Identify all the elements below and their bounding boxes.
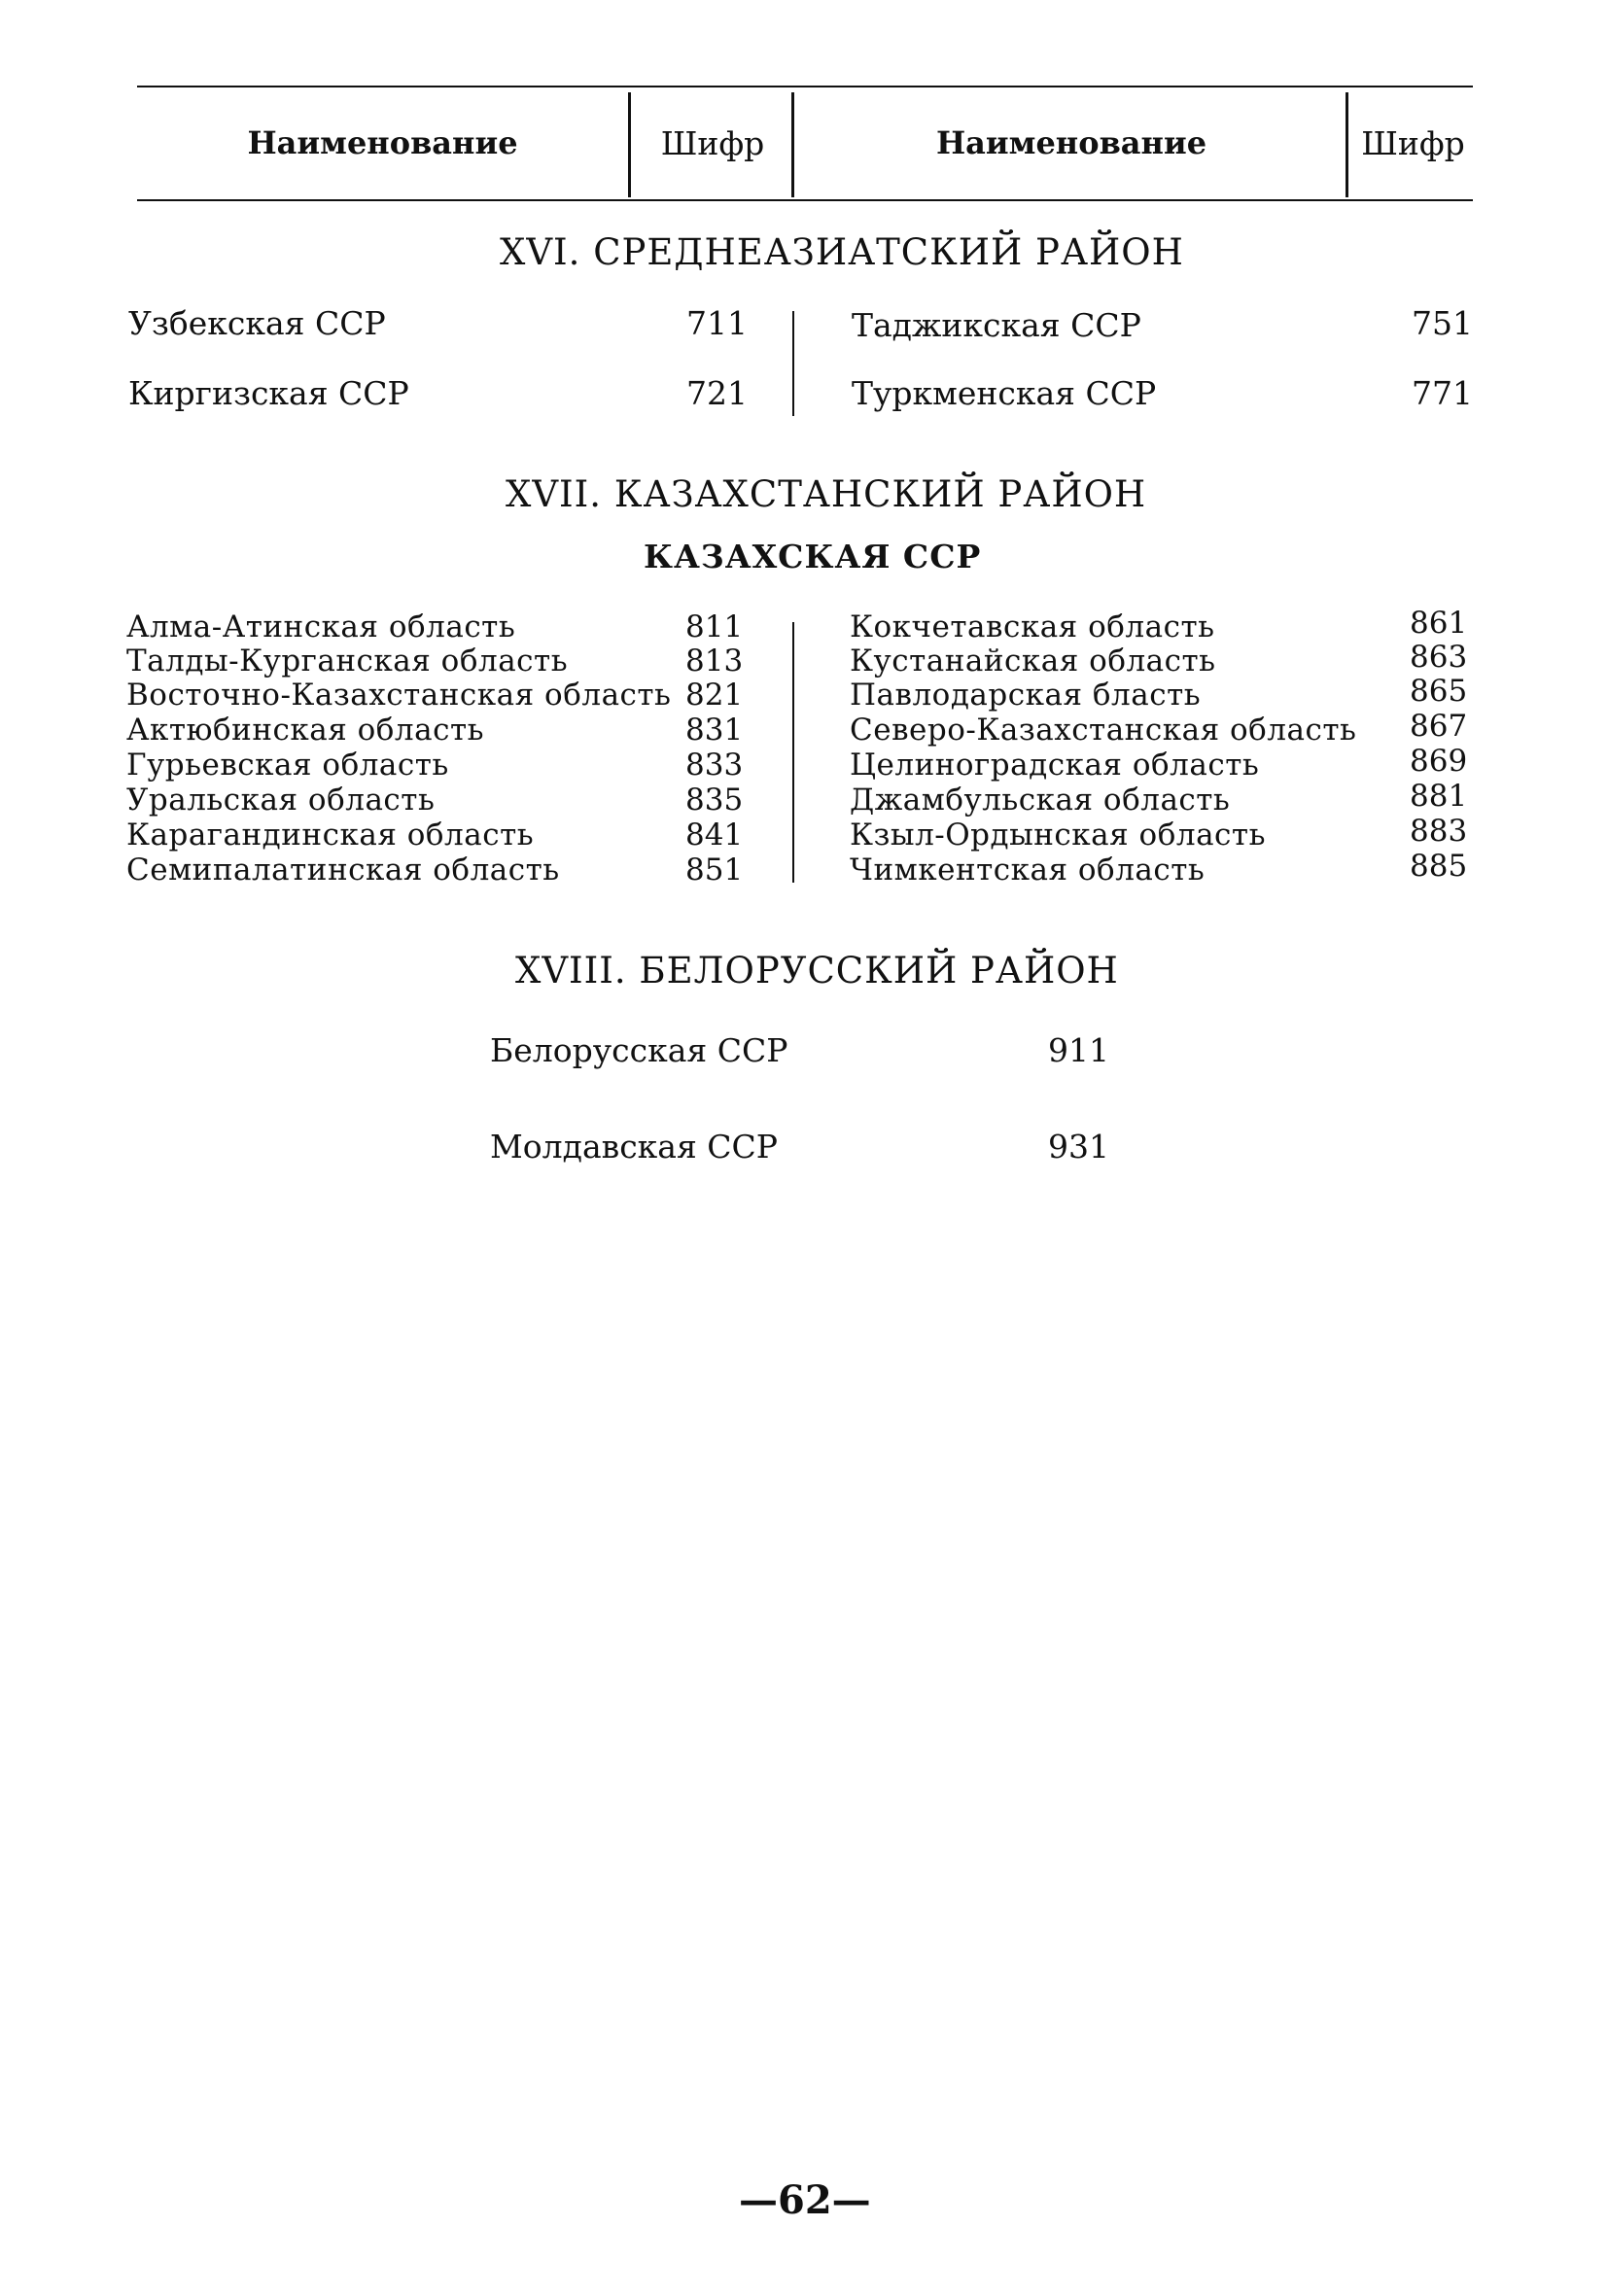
list-item-name: Туркменская ССР xyxy=(852,374,1157,412)
header-col1-name: Наименование xyxy=(247,124,518,161)
list-item-code: 865 xyxy=(1410,674,1468,709)
section-title: XVII. КАЗАХСТАНСКИЙ РАЙОН xyxy=(506,473,1147,515)
list-item-name: Алма-Атинская область xyxy=(126,609,516,644)
list-item-name: Восточно-Казахстанская область xyxy=(126,678,672,713)
list-item-code: 931 xyxy=(1048,1128,1109,1165)
list-item-name: Кустанайская область xyxy=(850,644,1216,678)
header-col2-name: Наименование xyxy=(935,124,1207,161)
list-item-code: 883 xyxy=(1410,814,1468,849)
section-title: XVIII. БЕЛОРУССКИЙ РАЙОН xyxy=(515,950,1119,991)
header-divider xyxy=(791,92,794,197)
list-item-name: Молдавская ССР xyxy=(490,1128,778,1165)
list-item-name: Кокчетавская область xyxy=(850,609,1215,644)
list-item-code: 711 xyxy=(686,304,748,342)
list-item-code: 851 xyxy=(685,852,744,887)
list-item-code: 821 xyxy=(685,678,744,713)
list-item-name: Белорусская ССР xyxy=(490,1031,788,1069)
list-item-name: Павлодарская бласть xyxy=(850,678,1202,713)
column-divider xyxy=(792,311,794,416)
list-item-name: Талды-Курганская область xyxy=(126,644,569,678)
header-divider xyxy=(628,92,631,197)
header-bottom-rule xyxy=(137,199,1473,201)
list-item-name: Джамбульская область xyxy=(850,783,1231,818)
list-item-code: 835 xyxy=(685,783,744,818)
list-item-code: 867 xyxy=(1410,709,1468,744)
list-item-code: 885 xyxy=(1410,849,1468,884)
list-item-name: Северо-Казахстанская область xyxy=(850,713,1357,748)
list-item-code: 811 xyxy=(685,609,744,644)
list-item-code: 721 xyxy=(686,374,748,412)
list-item-name: Уральская область xyxy=(126,783,436,818)
list-item-code: 831 xyxy=(685,713,744,748)
list-item-code: 863 xyxy=(1410,640,1468,675)
list-item-code: 771 xyxy=(1412,374,1473,412)
header-divider xyxy=(1346,92,1348,197)
list-item-code: 861 xyxy=(1410,606,1468,641)
list-item-name: Гурьевская область xyxy=(126,748,449,783)
header-col2-code: Шифр xyxy=(1361,124,1465,162)
section-title: XVI. СРЕДНЕАЗИАТСКИЙ РАЙОН xyxy=(500,231,1184,273)
list-item-name: Карагандинская область xyxy=(126,818,535,852)
list-item-name: Таджикская ССР xyxy=(852,306,1141,344)
header-col1-code: Шифр xyxy=(660,124,765,162)
list-item-code: 813 xyxy=(685,644,744,678)
list-item-name: Узбекская ССР xyxy=(128,304,386,342)
list-item-code: 869 xyxy=(1410,744,1468,779)
header-top-rule xyxy=(137,86,1473,87)
list-item-code: 881 xyxy=(1410,779,1468,814)
column-divider xyxy=(792,622,794,883)
list-item-name: Киргизская ССР xyxy=(128,374,409,412)
list-item-name: Актюбинская область xyxy=(126,713,484,748)
list-item-code: 911 xyxy=(1048,1031,1109,1069)
list-item-code: 841 xyxy=(685,818,744,852)
list-item-name: Целиноградская область xyxy=(850,748,1260,783)
section-subtitle: КАЗАХСКАЯ ССР xyxy=(644,538,982,575)
list-item-name: Кзыл-Ордынская область xyxy=(850,818,1266,852)
page-number: —62— xyxy=(739,2177,871,2223)
list-item-name: Чимкентская область xyxy=(850,852,1206,887)
list-item-code: 751 xyxy=(1412,304,1473,342)
list-item-code: 833 xyxy=(685,748,744,783)
list-item-name: Семипалатинская область xyxy=(126,852,560,887)
